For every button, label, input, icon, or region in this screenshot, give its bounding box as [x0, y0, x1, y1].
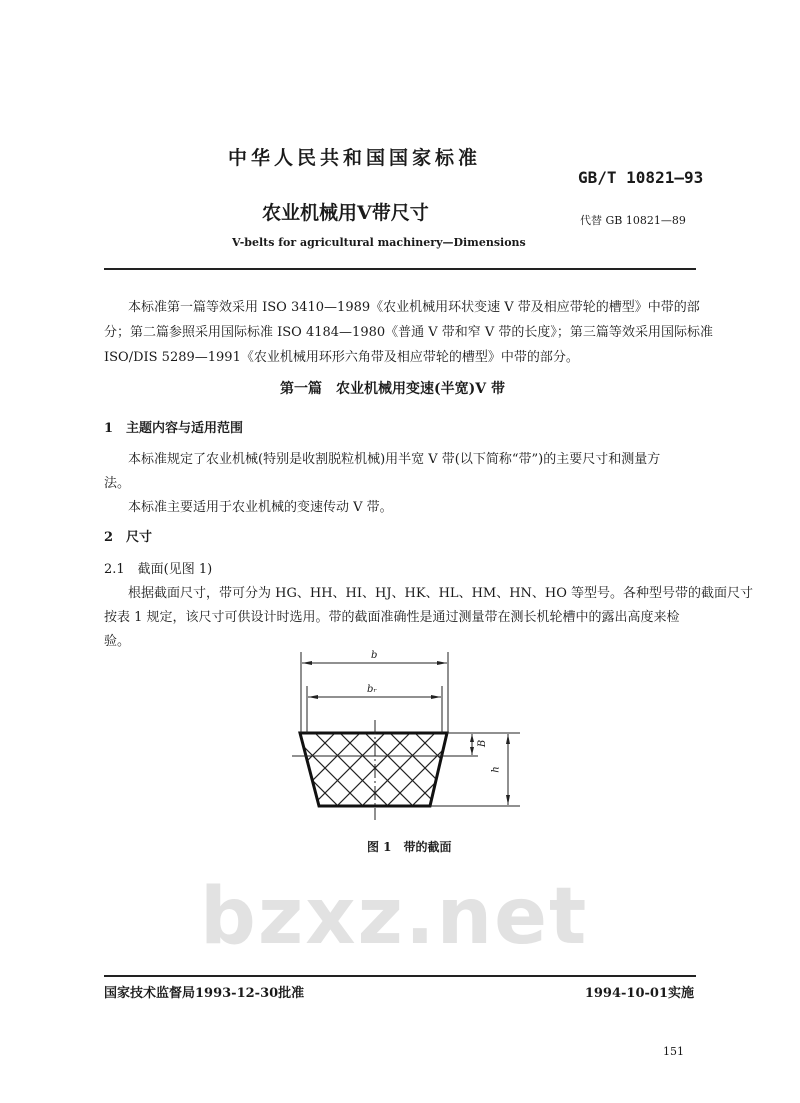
section-2-title: 2 尺寸	[104, 530, 153, 545]
intro-line: 分；第二篇参照采用国际标准 ISO 4184—1980《普通 V 带和窄 V 带的长度》；第三篇等效采用国际标准	[104, 325, 713, 340]
paragraph-line: 根据截面尺寸，带可分为 HG、HH、HI、HJ、HK、HL、HM、HN、HO 等型号。各种型号带的截面尺寸	[128, 586, 754, 601]
footer-divider	[104, 975, 696, 977]
label-br: bᵣ	[367, 684, 377, 695]
paragraph-line: 按表 1 规定，该尺寸可供设计时选用。带的截面准确性是通过测量带在测长机轮槽中的露出高度来检	[104, 610, 680, 625]
section-2-1-title: 2.1 截面(见图 1)	[104, 562, 213, 577]
intro-line: 本标准第一篇等效采用 ISO 3410—1989《农业机械用环状变速 V 带及相应带轮的槽型》中带的部	[128, 300, 700, 315]
effective-date: 1994-10-01实施	[584, 986, 694, 1001]
label-B: B	[477, 739, 489, 748]
approval-date: 国家技术监督局1993-12-30批准	[104, 986, 305, 1001]
standard-type: 中华人民共和国国家标准	[228, 147, 482, 169]
document-title: 农业机械用V带尺寸	[262, 202, 429, 224]
watermark: bzxz.net	[200, 872, 589, 962]
paragraph-line: 本标准规定了农业机械(特别是收割脱粒机械)用半宽 V 带(以下简称“带”)的主要尺寸和测量方	[128, 452, 661, 467]
page-number: 151	[663, 1045, 684, 1058]
label-b: b	[371, 650, 378, 661]
replaces-note: 代替 GB 10821—89	[580, 214, 686, 227]
standard-code: GB/T 10821—93	[578, 168, 704, 187]
intro-line: ISO/DIS 5289—1991《农业机械用环形六角带及相应带轮的槽型》中带的部分。	[104, 350, 579, 365]
label-h: h	[490, 766, 502, 773]
paragraph-line: 验。	[104, 634, 131, 649]
part-title: 第一篇 农业机械用变速(半宽)V 带	[280, 381, 505, 397]
english-title: V-belts for agricultural machinery—Dimensions	[232, 236, 526, 249]
paragraph-line: 本标准主要适用于农业机械的变速传动 V 带。	[128, 500, 393, 515]
paragraph-line: 法。	[104, 476, 131, 491]
section-1-title: 1 主题内容与适用范围	[104, 421, 244, 436]
figure-caption: 图 1 带的截面	[367, 840, 452, 854]
